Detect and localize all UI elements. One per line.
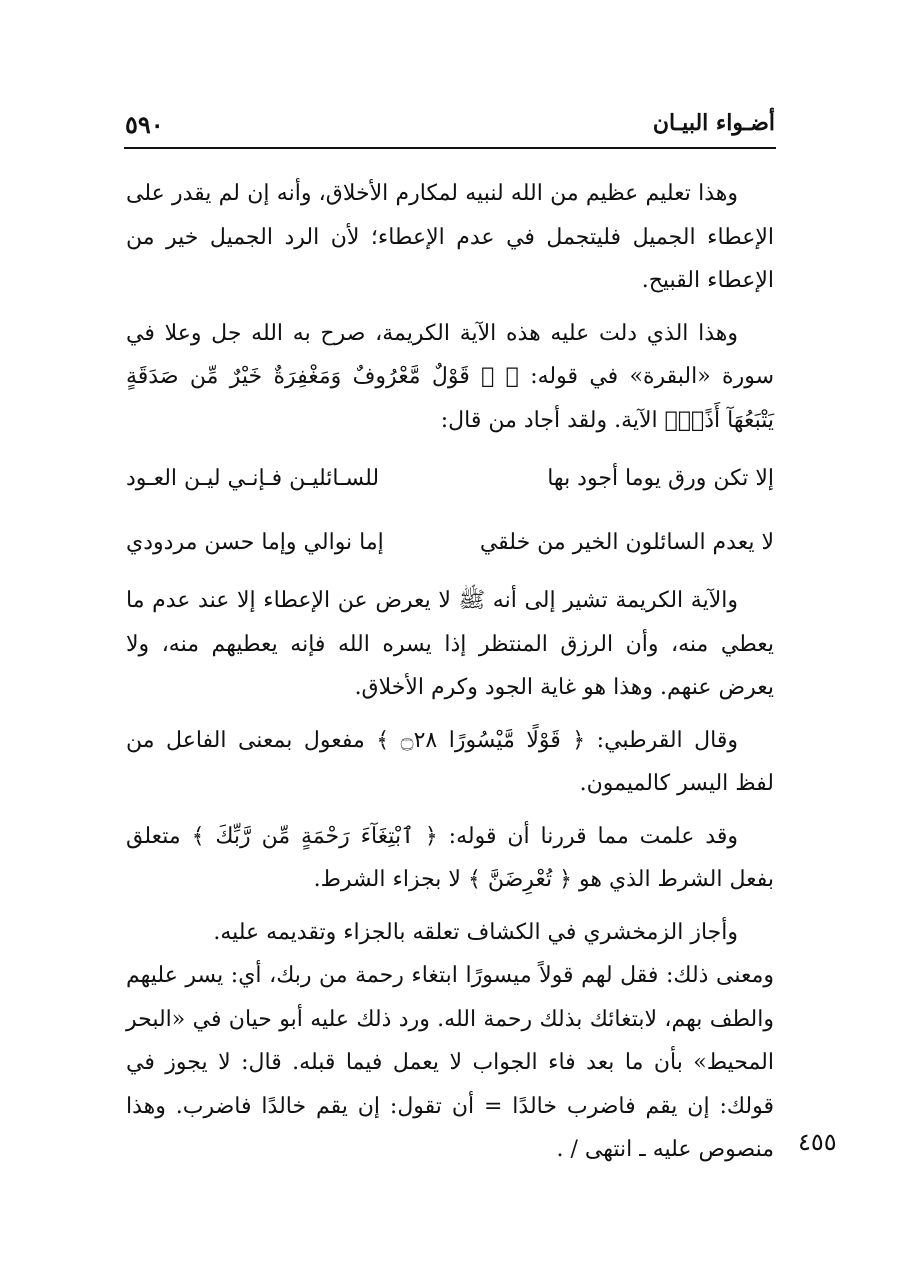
- paragraph: والآية الكريمة تشير إلى أنه ﷺ لا يعرض عن الإعطاء إلا عند عدم ما يعطي منه، وأن الرزق المنتظر إذا يسره الله فإنه يعطيهم منه، ولا يعرض عنهم. وهذا هو غاية الجود وكرم الأخلاق.: [126, 588, 774, 700]
- verse-first-hemistich: إلا تكن ورق يوما أجود بها: [547, 466, 774, 491]
- book-title: أضـواء البيـان: [652, 110, 775, 136]
- page-number: ٥٩٠: [125, 110, 164, 139]
- paragraph: وقال القرطبي: ﴿ قَوْلًا مَّيْسُورًا ۝٢٨ ﴾ مفعول بمعنى الفاعل من لفظ اليسر كالميمون.: [126, 727, 774, 796]
- verse-second-hemistich: إما نوالي وإما حسن مردودي: [126, 530, 384, 555]
- poetry-verse: [126, 451, 774, 507]
- paragraph: وأجاز الزمخشري في الكشاف تعلقه بالجزاء وتقديمه عليه.: [213, 919, 738, 945]
- page-header: [125, 110, 775, 148]
- verse-second-hemistich: للسـائليـن فـإنـي ليـن العـود: [126, 466, 380, 491]
- body-text: [126, 172, 774, 1181]
- verse-first-hemistich: لا يعدم السائلون الخير من خلقي: [479, 530, 774, 555]
- paragraph: وهذا تعليم عظيم من الله لنبيه لمكارم الأخلاق، وأنه إن لم يقدر على الإعطاء الجميل فليتجمل في عدم الإعطاء؛ لأن الرد الجميل خير من الإعطاء القبيح.: [126, 181, 774, 293]
- poetry-verse: [126, 515, 774, 571]
- paragraph: وهذا الذي دلت عليه هذه الآية الكريمة، صرح به الله جل وعلا في سورة «البقرة» في قوله: ﴿ ۞ قَوْلٌ مَّعْرُوفٌ وَمَغْفِرَةٌ خَيْرٌ مِّن صَدَقَةٍ يَتْبَعُهَآ أَذًىۗ﴾ الآية. ولقد أجاد من قال:: [126, 320, 774, 433]
- paragraph: وقد علمت مما قررنا أن قوله: ﴿ ٱبْتِغَآءَ رَحْمَةٍ مِّن رَّبِّكَ ﴾ متعلق بفعل الشرط الذي هو ﴿ تُعْرِضَنَّ ﴾ لا بجزاء الشرط.: [126, 823, 774, 892]
- paragraph: ومعنى ذلك: فقل لهم قولاً ميسورًا ابتغاء رحمة من ربك، أي: يسر عليهم والطف بهم، لابتغائك بذلك رحمة الله. ورد ذلك عليه أبو حيان في «البحر المحيط» بأن ما بعد فاء الجواب لا يعمل فيما قبله. قال: لا يجوز في قولك: إن يقم فاضرب خالدًا = أن تقول: إن يقم خالدًا فاضرب. وهذا منصوص عليه ـ انتهى / .: [126, 963, 774, 1162]
- margin-volume-page-number: ٤٥٥: [798, 1128, 837, 1156]
- header-rule: [124, 147, 776, 149]
